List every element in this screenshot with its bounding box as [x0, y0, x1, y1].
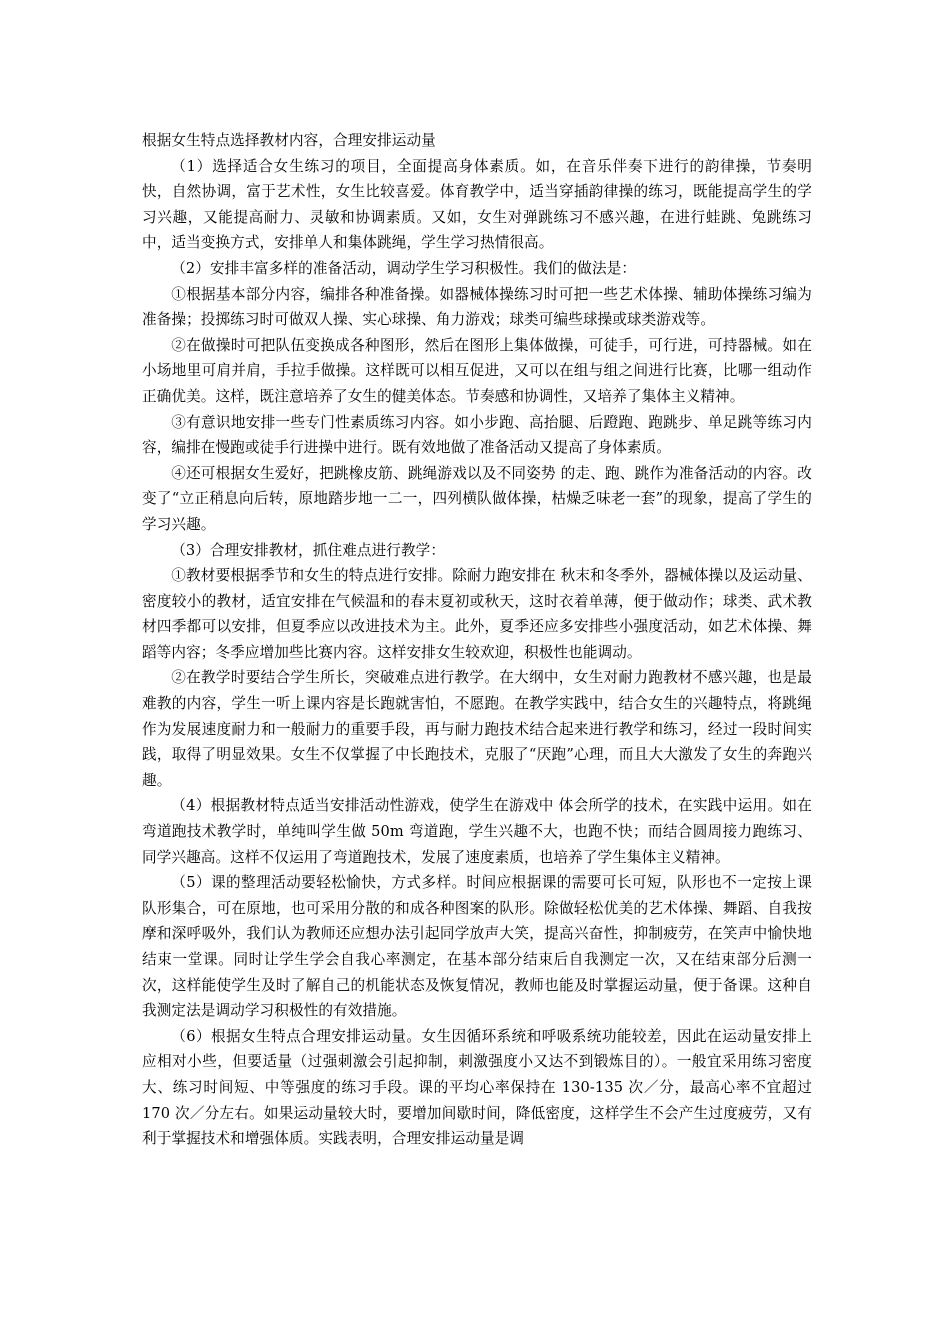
- paragraph-3: ①根据基本部分内容，编排各种准备操。如器械体操练习时可把一些艺术体操、辅助体操练习编为准备操；投掷练习时可做双人操、实心球操、角力游戏；球类可编些球操或球类游戏等。: [142, 285, 812, 329]
- paragraph-8: ①教材要根据季节和女生的特点进行安排。除耐力跑安排在 秋末和冬季外，器械体操以及运动量、密度较小的教材，适宜安排在气候温和的春末夏初或秋天，这时衣着单薄，便于做动作；球类、武术教材四季都可以安排，但夏季应以改进技术为主。此外，夏季还应多安排些小强度活动，如艺术体操、舞蹈等内容；冬季应增加些比赛内容。这样安排女生较欢迎，积极性也能调动。: [142, 567, 812, 661]
- paragraph-7: （3）合理安排教材，抓住难点进行教学：: [171, 541, 446, 559]
- paragraph-6: ④还可根据女生爱好，把跳橡皮筋、跳绳游戏以及不同姿势 的走、跑、跳作为准备活动的内容。改变了“立正稍息向后转，原地踏步地一二一，四列横队做体操，枯燥乏味老一套”的现象，提高了学生的学习兴趣。: [142, 464, 812, 533]
- paragraph-9: ②在教学时要结合学生所长，突破难点进行教学。在大纲中，女生对耐力跑教材不感兴趣，也是最难教的内容，学生一听上课内容是长跑就害怕，不愿跑。在教学实践中，结合女生的兴趣特点，将跳绳作为发展速度耐力和一般耐力的重要手段，再与耐力跑技术结合起来进行教学和练习，经过一段时间实践，取得了明显效果。女生不仅掌握了中长跑技术，克服了“厌跑”心理，而且大大激发了女生的奔跑兴趣。: [142, 669, 812, 789]
- paragraph-4: ②在做操时可把队伍变换成各种图形，然后在图形上集体做操，可徒手，可行进，可持器械。如在小场地里可肩并肩，手拉手做操。这样既可以相互促进，又可以在组与组之间进行比赛，比哪一组动作正确优美。这样，既注意培养了女生的健美体态。节奏感和协调性，又培养了集体主义精神。: [142, 336, 812, 405]
- section-title: 根据女生特点选择教材内容，合理安排运动量: [142, 132, 436, 149]
- paragraph-12: （6）根据女生特点合理安排运动量。女生因循环系统和呼吸系统功能较差，因此在运动量安排上应相对小些，但要适量（过强刺激会引起抑制，刺激强度小又达不到锻炼目的）。一般宜采用练习密度大、练习时间短、中等强度的练习手段。课的平均心率保持在 130-135 次／分，最高心率不宜超过 170 次／分左右。如果运动量较大时，要增加间歇时间，降低密度，这样学生不会产生过度疲劳，又有利于掌握技术和增强体质。实践表明，合理安排运动量是调: [142, 1027, 812, 1148]
- paragraph-5: ③有意识地安排一些专门性素质练习内容。如小步跑、高抬腿、后蹬跑、跑跳步、单足跳等练习内容，编排在慢跑或徒手行进操中进行。既有效地做了准备活动又提高了身体素质。: [142, 413, 812, 457]
- paragraph-2: （2）安排丰富多样的准备活动，调动学生学习积极性。我们的做法是：: [171, 259, 637, 277]
- paragraph-10: （4）根据教材特点适当安排活动性游戏，使学生在游戏中 体会所学的技术，在实践中运用。如在弯道跑技术教学时，单纯叫学生做 50m 弯道跑，学生兴趣不大，也跑不快；而结合圆周接力跑练习、同学兴趣高。这样不仅运用了弯道跑技术，发展了速度素质，也培养了学生集体主义精神。: [142, 797, 812, 866]
- paragraph-11: （5）课的整理活动要轻松愉快，方式多样。时间应根据课的需要可长可短，队形也不一定按上课队形集合，可在原地，也可采用分散的和成各种图案的队形。除做轻松优美的艺术体操、舞蹈、自我按摩和深呼吸外，我们认为教师还应想办法引起同学放声大笑，提高兴奋性，抑制疲劳，在笑声中愉快地结束一堂课。同时让学生学会自我心率测定，在基本部分结束后自我测定一次，又在结束部分后测一次，这样能使学生及时了解自己的机能状态及恢复情况，教师也能及时掌握运动量，便于备课。这种自我测定法是调动学习积极性的有效措施。: [142, 874, 812, 1020]
- document-body: [142, 128, 812, 1152]
- paragraph-1: （1）选择适合女生练习的项目，全面提高身体素质。如，在音乐伴奏下进行的韵律操，节奏明快，自然协调，富于艺术性，女生比较喜爱。体育教学中，适当穿插韵律操的练习，既能提高学生的学习兴趣，又能提高耐力、灵敏和协调素质。又如，女生对弹跳练习不感兴趣，在进行蛙跳、兔跳练习中，适当变换方式，安排单人和集体跳绳，学生学习热情很高。: [142, 157, 812, 252]
